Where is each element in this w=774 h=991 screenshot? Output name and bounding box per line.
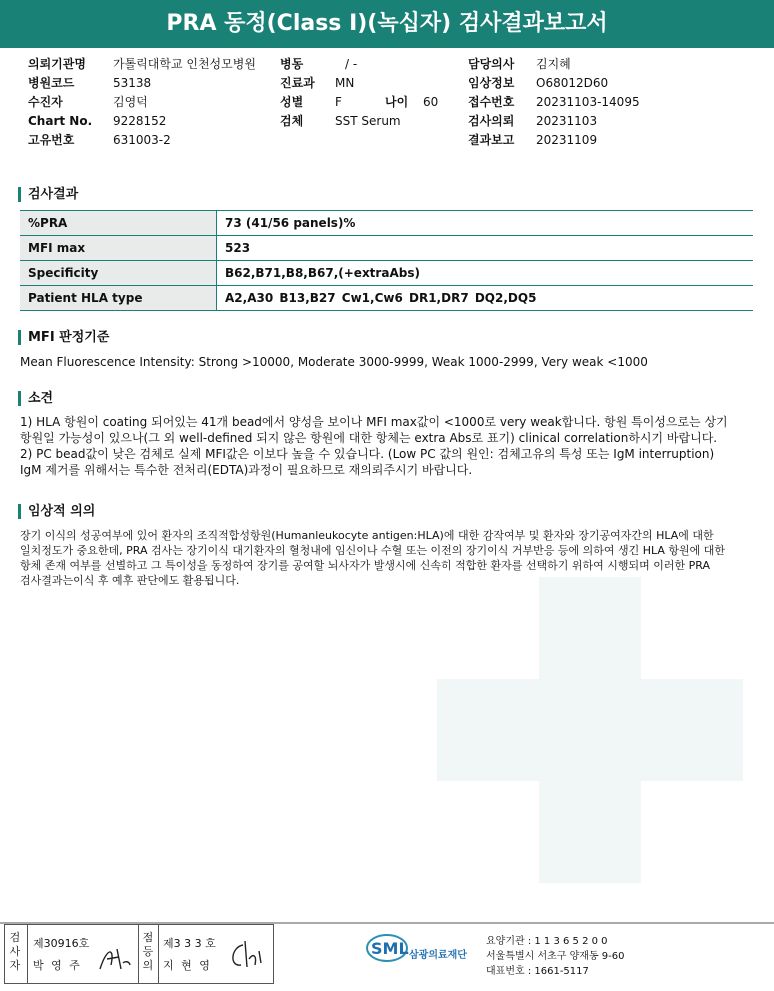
logo-text: SML: [371, 939, 409, 958]
info-label: 진료과: [280, 76, 315, 90]
info-value: 가톨릭대학교 인천성모병원: [113, 57, 256, 71]
result-value: B62,B71,B8,B67,(+extraAbs): [217, 261, 754, 286]
info-label: 의뢰기관명: [28, 57, 86, 71]
info-value: 20231103: [536, 114, 598, 128]
result-key: Patient HLA type: [20, 286, 217, 311]
info-label: 고유번호: [28, 133, 75, 147]
info-value: 20231109: [536, 133, 598, 147]
info-label: 검사의뢰: [468, 114, 515, 128]
mfi-criteria-text: Mean Fluorescence Intensity: Strong >10000, Moderate 3000-9999, Weak 1000-2999, Very weak <1000: [20, 355, 648, 369]
lab-line: 요양기관 : 1 1 3 6 5 2 0 0: [486, 936, 608, 947]
tester-name: 박 영 주: [33, 959, 82, 972]
table-row: [20, 211, 753, 236]
doctor-label: 점 등 의: [142, 931, 154, 972]
info-value: O68012D60: [536, 76, 609, 90]
tester-label: 검 사 자: [9, 931, 21, 972]
result-value: 523: [217, 236, 754, 261]
signature-box: [4, 924, 274, 984]
info-value: F: [335, 95, 342, 109]
age-value: 60: [423, 95, 439, 109]
info-value: 김영덕: [113, 95, 148, 109]
info-value: 53138: [113, 76, 152, 90]
info-row: [28, 131, 256, 150]
info-label: 담당의사: [468, 57, 515, 71]
clinical-line: 검사결과는이식 후 예후 판단에도 활용됩니다.: [20, 574, 240, 587]
doctor-license: 제3 3 3 호: [163, 937, 216, 950]
info-label: 접수번호: [468, 95, 515, 109]
info-label: Chart No.: [28, 114, 93, 128]
info-row: [280, 93, 438, 112]
doctor-name: 지 현 영: [163, 959, 212, 972]
info-row: [28, 112, 256, 131]
mfi-section-title: MFI 판정기준: [18, 330, 109, 345]
report-title: PRA 동정(Class I)(녹십자) 검사결과보고서: [0, 0, 774, 48]
sml-logo: [365, 932, 485, 976]
logo-subtext: 삼광의료재단: [409, 950, 467, 961]
info-row: [468, 131, 640, 150]
result-key: MFI max: [20, 236, 217, 261]
findings-line: 2) PC bead값이 낮은 검체로 실제 MFI값은 이보다 높을 수 있습니다. (Low PC 값의 원인: 검체고유의 특성 또는 IgM interruption): [20, 447, 715, 461]
info-value: 20231103-14095: [536, 95, 640, 109]
info-row: [468, 93, 640, 112]
result-key: %PRA: [20, 211, 217, 236]
info-row: [280, 74, 438, 93]
patient-info-col1: [28, 55, 256, 150]
info-value: / -: [345, 57, 358, 71]
patient-info-col2: [280, 55, 438, 131]
lab-line: 서울특별시 서초구 양재동 9-60: [486, 951, 625, 962]
info-row: [28, 74, 256, 93]
findings-section-title: 소견: [18, 391, 53, 406]
findings-text: [20, 414, 760, 478]
result-key: Specificity: [20, 261, 217, 286]
patient-info-col3: [468, 55, 640, 150]
info-label: 결과보고: [468, 133, 515, 147]
clinical-line: 장기 이식의 성공여부에 있어 환자의 조직적합성항원(Humanleukocyte antigen:HLA)에 대한 감작여부 및 환자와 장기공여자간의 HLA에 대한: [20, 529, 714, 542]
clinical-section-title: 임상적 의의: [18, 504, 95, 519]
findings-line: 항원일 가능성이 있으나(그 외 well-defined 되지 않은 항원에 대한 항체는 extra Abs로 표기) clinical correlation하시기 바랍니다.: [20, 431, 718, 445]
info-label: 병원코드: [28, 76, 75, 90]
info-value: 김지혜: [536, 57, 571, 71]
info-label: 임상정보: [468, 76, 515, 90]
info-row: [468, 112, 640, 131]
info-value: 631003-2: [113, 133, 171, 147]
lab-line: 대표번호 : 1661-5117: [486, 966, 589, 977]
clinical-line: 항체 존재 여부를 선별하고 그 특이성을 동정하여 장기를 공여할 뇌사자가 발생시에 신속히 적합한 환자를 선택하기 위하여 시행되며 이러한 PRA: [20, 559, 710, 572]
info-label: 병동: [280, 57, 304, 71]
watermark-cross-icon: [420, 560, 760, 900]
info-row: [280, 112, 438, 131]
results-section-title: 검사결과: [18, 187, 78, 202]
info-label: 성별: [280, 95, 304, 109]
info-row: [468, 55, 640, 74]
info-row: [468, 74, 640, 93]
findings-line: IgM 제거를 위해서는 특수한 전처리(EDTA)과정이 필요하므로 재의뢰주시기 바랍니다.: [20, 463, 473, 477]
lab-info: [486, 934, 625, 979]
findings-line: 1) HLA 항원이 coating 되어있는 41개 bead에서 양성을 보이나 MFI max값이 <1000로 very weak합니다. 항원 특이성으로는 상기: [20, 415, 728, 429]
doctor-signature-icon: [227, 937, 267, 973]
result-value: A2,A30 B13,B27 Cw1,Cw6 DR1,DR7 DQ2,DQ5: [217, 286, 754, 311]
info-value: 9228152: [113, 114, 167, 128]
tester-license: 제30916호: [33, 937, 90, 950]
tester-signature-icon: [97, 943, 133, 973]
info-label: 검체: [280, 114, 304, 128]
sml-logo-icon: [365, 932, 485, 972]
info-value: SST Serum: [335, 114, 401, 128]
info-row: [28, 55, 256, 74]
table-row: [20, 286, 753, 311]
table-row: [20, 261, 753, 286]
info-row: [28, 93, 256, 112]
info-row: [280, 55, 438, 74]
info-label: 수진자: [28, 95, 63, 109]
info-value: MN: [335, 76, 355, 90]
clinical-line: 일치정도가 중요한데, PRA 검사는 장기이식 대기환자의 혈청내에 임신이나 수혈 또는 이전의 장기이식 거부반응 등에 의하여 생긴 HLA 항원에 대한: [20, 544, 726, 557]
age-label: 나이: [385, 95, 409, 109]
table-row: [20, 236, 753, 261]
results-table: [20, 210, 753, 311]
result-value: 73 (41/56 panels)%: [217, 211, 754, 236]
